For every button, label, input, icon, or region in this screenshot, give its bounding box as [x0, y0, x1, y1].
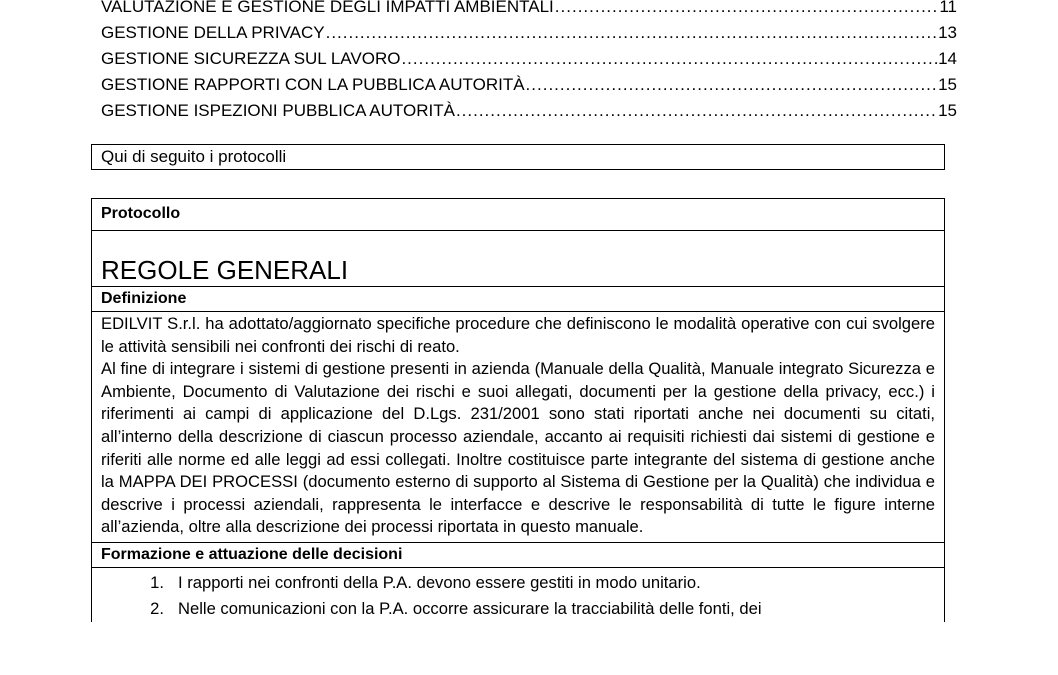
toc-entry-page: 15: [938, 101, 957, 120]
toc-entry-title: GESTIONE DELLA PRIVACY: [101, 23, 325, 42]
toc-leader-dots: [555, 0, 939, 20]
toc-entry-title: VALUTAZIONE E GESTIONE DEGLI IMPATTI AMBIENTALI: [101, 0, 554, 16]
toc-entry-page: 15: [938, 75, 957, 94]
definition-heading: Definizione: [92, 287, 944, 312]
protocol-label: Protocollo: [92, 199, 944, 231]
definition-body: [92, 312, 944, 543]
protocol-title: REGOLE GENERALI: [92, 231, 944, 287]
toc-entry[interactable]: [101, 72, 957, 98]
toc-leader-dots: [456, 98, 937, 124]
toc-leader-dots: [401, 46, 937, 72]
toc-entry-title: GESTIONE ISPEZIONI PUBBLICA AUTORITÀ: [101, 101, 455, 120]
table-of-contents: [101, 0, 957, 124]
toc-entry[interactable]: [101, 46, 957, 72]
decisions-heading: Formazione e attuazione delle decisioni: [92, 543, 944, 568]
toc-entry[interactable]: [101, 98, 957, 124]
list-item-text: I rapporti nei confronti della P.A. devono essere gestiti in modo unitario.: [178, 572, 701, 592]
toc-entry-title: GESTIONE SICUREZZA SUL LAVORO: [101, 49, 401, 68]
toc-entry-page: 11: [939, 0, 957, 16]
definition-paragraph: Al fine di integrare i sistemi di gestione presenti in azienda (Manuale della Qualità, Manuale integrato Sicurezza e Ambiente, Documento di Valutazione dei rischi e suoi allegati, documenti per la gestione della privacy, ecc.) i riferimenti ai campi di applicazione del D.Lgs. 231/2001 sono stati riportati anche nei documenti su citati, all’interno della descrizione di ciascun processo aziendale, accanto ai requisiti richiesti dai sistemi di gestione e riferiti alle norme ed alle leggi ad essi collegati. Inoltre costituisce parte integrante del sistema di gestione anche la MAPPA DEI PROCESSI (documento esterno di supporto al Sistema di Gestione per la Qualità) che individua e descrive i processi aziendali, rappresenta le interfacce e descrive le responsabilità di tutte le figure interne all’azienda, oltre alla descrizione dei processi riportata in questo manuale.: [101, 359, 935, 537]
list-item-number: 2.: [150, 598, 164, 618]
toc-entry-page: 14: [938, 49, 957, 68]
decisions-body: [92, 568, 944, 622]
toc-entry-title: GESTIONE RAPPORTI CON LA PUBBLICA AUTORITÀ: [101, 75, 525, 94]
protocol-table: [91, 198, 945, 622]
decisions-list: [101, 568, 935, 622]
list-item: [101, 570, 935, 596]
intro-box: Qui di seguito i protocolli: [91, 144, 945, 170]
definition-paragraph: EDILVIT S.r.l. ha adottato/aggiornato specifiche procedure che definiscono le modalità operative con cui svolgere le attività sensibili nei confronti dei rischi di reato.: [101, 314, 935, 356]
list-item: [101, 596, 935, 622]
toc-leader-dots: [326, 20, 937, 46]
list-item-number: 1.: [150, 572, 164, 592]
toc-leader-dots: [526, 72, 938, 98]
toc-entry[interactable]: [101, 20, 957, 46]
toc-entry[interactable]: [101, 0, 957, 20]
list-item-text: Nelle comunicazioni con la P.A. occorre assicurare la tracciabilità delle fonti, dei: [178, 598, 762, 618]
toc-entry-page: 13: [938, 23, 957, 42]
